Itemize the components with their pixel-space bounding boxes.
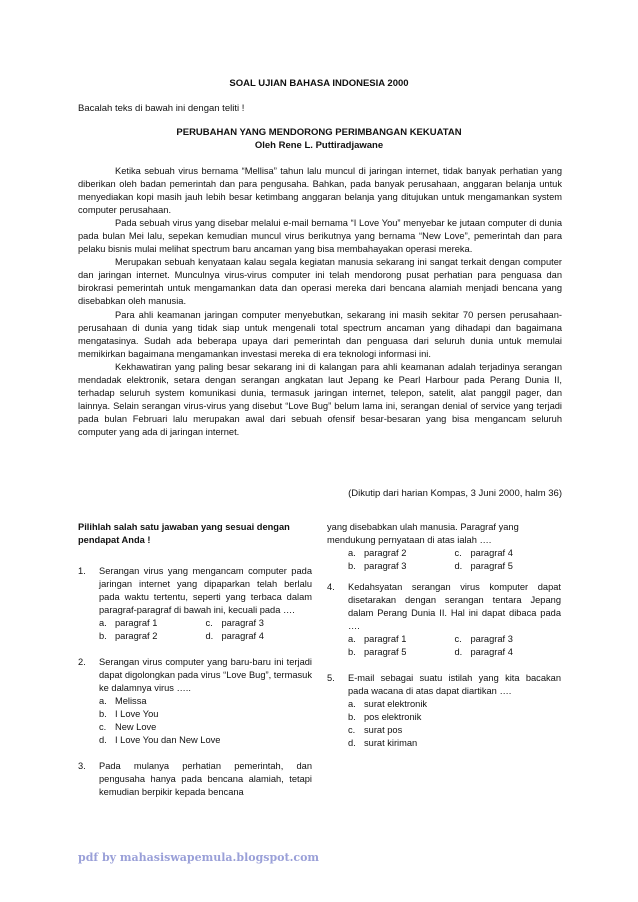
option-a: a. surat elektronik bbox=[348, 699, 428, 709]
answer-options bbox=[99, 695, 312, 747]
question-stem: Kedahsyatan serangan virus komputer dapat disetarakan dengan serangan tentara Jepang dalam Perang Dunia II. Hal ini dapat dibaca pada …. bbox=[348, 582, 561, 631]
option-a: a. paragraf 1 bbox=[348, 634, 407, 644]
option-b: b. pos elektronik bbox=[348, 712, 422, 722]
answer-options bbox=[348, 698, 561, 750]
option-a: a. Melissa bbox=[99, 696, 147, 706]
question-number: 2. bbox=[78, 657, 86, 667]
option-a: a. paragraf 1 bbox=[99, 618, 158, 628]
question-number: 3. bbox=[78, 761, 86, 771]
article-body bbox=[78, 165, 562, 439]
option-d: d. I Love You dan New Love bbox=[99, 735, 221, 745]
article-paragraph-4: Para ahli keamanan jaringan computer menyebutkan, sekarang ini masih sekitar 70 persen perusahaan-perusahaan di dunia yang tidak siap untuk mengenali total spectrum ancaman yang dihadapi dan bagaimana mengatasinya. Sudah ada beberapa upaya dari pemerintah dan penguasa dari seluruh dunia untuk memulai memikirkan bagaimana mengamankan investasi mereka di era teknologi informasi ini. bbox=[78, 309, 562, 359]
option-b: b. paragraf 5 bbox=[348, 647, 407, 657]
question-3-continuation: yang disebabkan ulah manusia. Paragraf yang mendukung pernyataan di atas ialah …. bbox=[327, 522, 519, 545]
option-a: a. paragraf 2 bbox=[348, 548, 407, 558]
option-b: b. paragraf 3 bbox=[348, 561, 407, 571]
question-stem: Pada mulanya perhatian pemerintah, dan pengusaha hanya pada bencana alamiah, tetapi kemudian berpikir kepada bencana bbox=[99, 761, 312, 797]
question-instruction: Pilihlah salah satu jawaban yang sesuai dengan pendapat Anda ! bbox=[78, 522, 290, 545]
question-number: 5. bbox=[327, 673, 335, 683]
article-paragraph-3: Merupakan sebuah kenyataan kalau segala kegiatan manusia sekarang ini sangat terkait dengan computer dan jaringan internet. Munculnya virus-virus computer ini telah mendorong pusat perhatian para penguasa dan birokrasi pemerintah untuk mengamankan data dan operasi mereka dari bencana alamiah menjadi bencana yang disebabkan oleh manusia. bbox=[78, 257, 562, 307]
question-stem: Serangan virus yang mengancam computer pada jaringan internet yang dipaparkan telah berlalu pada waktu tertentu, seperti yang terbaca dalam paragraf-paragraf di bawah ini, kecuali pada …. bbox=[99, 566, 312, 615]
article-author: Oleh Rene L. Puttiradjawane bbox=[254, 140, 384, 151]
option-c: c. New Love bbox=[99, 722, 157, 732]
option-d: d. paragraf 5 bbox=[454, 561, 513, 571]
article-title: PERUBAHAN YANG MENDORONG PERIMBANGAN KEKUATAN bbox=[176, 127, 462, 138]
answer-options bbox=[348, 547, 561, 573]
option-d: d. paragraf 4 bbox=[454, 647, 513, 657]
option-d: d. paragraf 4 bbox=[205, 631, 264, 641]
question-stem: Serangan virus computer yang baru-baru ini terjadi dapat digolongkan pada virus “Love Bug”, termasuk ke dalamnya virus ….. bbox=[99, 657, 312, 693]
exam-title: SOAL UJIAN BAHASA INDONESIA 2000 bbox=[229, 78, 409, 89]
question-3 bbox=[78, 760, 312, 799]
article-paragraph-5: Kekhawatiran yang paling besar sekarang ini di kalangan para ahli keamanan adalah terjadinya serangan mendadak elektronik, setara dengan serangan angkatan laut Jepang ke Pearl Harbour pada Perang Dunia II, terhadap seluruh system komunikasi dunia, termasuk jaringan internet, telepon, satelit, alat panggil pager, dan lainnya. Selain serangan virus-virus yang disebut “Love Bug” belum lama ini, serangan denial of service yang terjadi pada bulan Februari lalu merupakan awal dari sebuah ofensif besar-besaran yang bisa mengancam seluruh computer yang ada di jaringan internet. bbox=[78, 361, 562, 437]
option-c: c. paragraf 3 bbox=[205, 618, 264, 628]
option-c: c. paragraf 3 bbox=[454, 634, 513, 644]
option-b: b. paragraf 2 bbox=[99, 631, 158, 641]
option-c: c. surat pos bbox=[348, 725, 403, 735]
option-c: c. paragraf 4 bbox=[454, 548, 513, 558]
option-b: b. I Love You bbox=[99, 709, 159, 719]
pdf-footer-watermark: pdf by mahasiswapemula.blogspot.com bbox=[78, 851, 320, 864]
questions-right-column bbox=[327, 521, 561, 763]
question-3-options bbox=[327, 547, 561, 573]
question-stem: E-mail sebagai suatu istilah yang kita bacakan pada wacana di atas dapat diartikan …. bbox=[348, 673, 561, 696]
article-paragraph-2: Pada sebuah virus yang disebar melalui e-mail bernama “I Love You” menyebar ke jutaan computer di dunia pada bulan Mei lalu, sepekan kemudian muncul virus berikutnya yang bernama “New Love”, pemerintah dan para pelaku bisnis mulai melihat spectrum baru ancaman yang bisa membahayakan operasi mereka. bbox=[78, 218, 562, 255]
question-1 bbox=[78, 565, 312, 643]
question-number: 1. bbox=[78, 566, 86, 576]
reading-instruction: Bacalah teks di bawah ini dengan teliti ! bbox=[78, 103, 245, 114]
question-4 bbox=[327, 581, 561, 659]
article-source: (Dikutip dari harian Kompas, 3 Juni 2000, halm 36) bbox=[348, 488, 562, 499]
question-5 bbox=[327, 672, 561, 750]
answer-options bbox=[99, 617, 312, 643]
option-d: d. surat kiriman bbox=[348, 738, 418, 748]
answer-options bbox=[348, 633, 561, 659]
article-paragraph-1: Ketika sebuah virus bernama “Mellisa” tahun lalu muncul di jaringan internet, tidak banyak perhatian yang diberikan oleh badan pemerintah dan para pengusaha. Bahkan, pada banyak perusahaan, anggaran belanja untuk menyediakan kopi masih jauh lebih besar ketimbang anggaran belanja yang ditujukan untuk mengamankan system computer perusahaan. bbox=[78, 166, 562, 216]
question-number: 4. bbox=[327, 582, 335, 592]
questions-left-column bbox=[78, 521, 312, 812]
question-2 bbox=[78, 656, 312, 747]
